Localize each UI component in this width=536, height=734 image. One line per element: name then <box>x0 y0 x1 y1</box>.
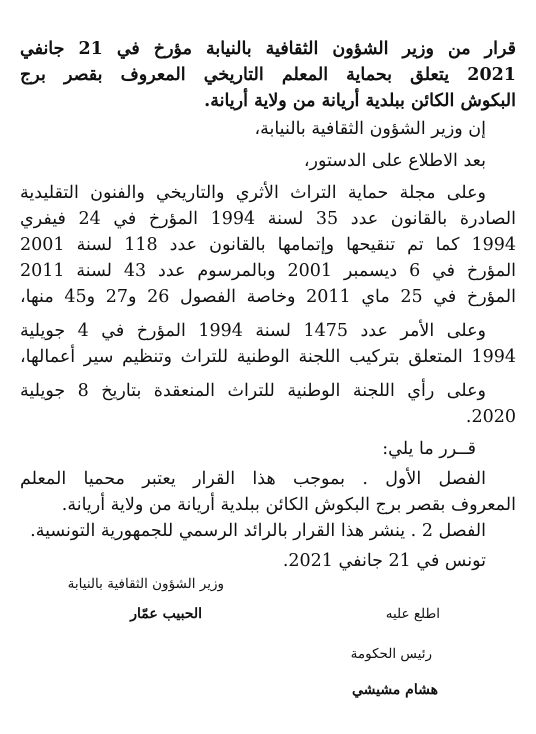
code-reference-line-1: وعلى مجلة حماية التراث الأثري والتاريخي والفنون التقليدية <box>20 183 486 203</box>
committee-opinion-line-2: 2020. <box>465 407 516 427</box>
minister-title: وزير الشؤون الثقافية بالنيابة <box>67 576 224 592</box>
decree-title-line-3: البكوش الكائن ببلدية أريانة من ولاية أريانة. <box>204 91 516 111</box>
approval-label: اطلع عليه <box>385 606 440 622</box>
head-of-government-title: رئيس الحكومة <box>350 646 432 662</box>
code-reference-line-5: المؤرخ في 25 ماي 2011 وخاصة الفصول 26 و27 و45 منها، <box>20 287 516 307</box>
preamble-minister: إن وزير الشؤون الثقافية بالنيابة، <box>254 119 486 139</box>
decree-title-line-2: 2021 يتعلق بحماية المعلم التاريخي المعروف بقصر برج <box>20 65 516 85</box>
order-reference-line-2: 1994 المتعلق بتركيب اللجنة الوطنية للتراث وتنظيم سير أعمالها، <box>20 347 516 367</box>
code-reference-line-2: الصادرة بالقانون عدد 35 لسنة 1994 المؤرخ في 24 فيفري <box>20 209 516 229</box>
minister-name: الحبيب عمّار <box>130 606 202 622</box>
article-2: الفصل 2 . ينشر هذا القرار بالرائد الرسمي للجمهورية التونسية. <box>30 521 486 541</box>
article-1-line-1: الفصل الأول . بموجب هذا القرار يعتبر محميا المعلم <box>20 469 486 489</box>
decision-heading: قــرر ما يلي: <box>382 439 476 459</box>
decree-title-line-1: قرار من وزير الشؤون الثقافية بالنيابة مؤرخ في 21 جانفي <box>20 39 516 59</box>
order-reference-line-1: وعلى الأمر عدد 1475 لسنة 1994 المؤرخ في 4 جويلية <box>20 321 486 341</box>
preamble-constitution: بعد الاطلاع على الدستور، <box>303 151 486 171</box>
article-1-line-2: المعروف بقصر برج البكوش الكائن ببلدية أريانة من ولاية أريانة. <box>61 495 516 515</box>
head-of-government-name: هشام مشيشي <box>351 682 438 698</box>
committee-opinion-line-1: وعلى رأي اللجنة الوطنية للتراث المنعقدة بتاريخ 8 جويلية <box>20 381 486 401</box>
code-reference-line-3: 1994 كما تم تنقيحها وإتمامها بالقانون عدد 118 لسنة 2001 <box>20 235 516 255</box>
place-and-date: تونس في 21 جانفي 2021. <box>282 551 486 571</box>
code-reference-line-4: المؤرخ في 6 ديسمبر 2001 وبالمرسوم عدد 43 لسنة 2011 <box>20 261 516 281</box>
